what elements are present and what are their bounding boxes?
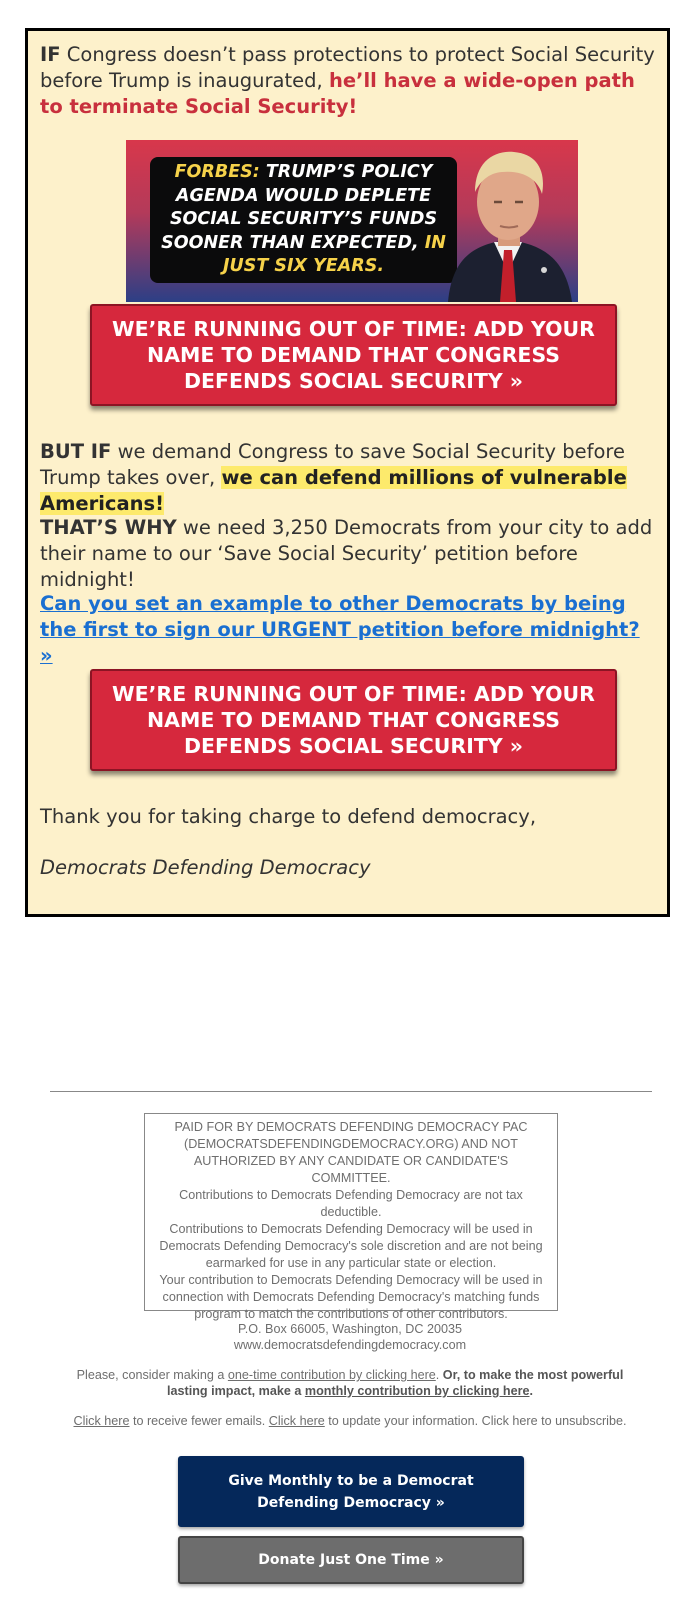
email-body [25, 28, 670, 917]
intro-paragraph [40, 42, 655, 120]
intro-text: Congress doesn’t pass protections to protect Social Security before Trump is inaugurated, [40, 43, 655, 92]
fewer-emails-link[interactable]: Click here [73, 1414, 130, 1428]
donate-one-time-button[interactable]: Donate Just One Time » [178, 1536, 524, 1584]
but-if-paragraph [40, 439, 655, 517]
footer-divider [50, 1091, 652, 1092]
disclaimer-paid-for: PAID FOR BY DEMOCRATS DEFENDING DEMOCRACY PAC (DEMOCRATSDEFENDINGDEMOCRACY.ORG) AND NOT AUTHORIZED BY ANY CANDIDATE OR CANDIDATE'S COMMITTEE. [174, 1120, 528, 1185]
banner-headline-card [150, 157, 457, 283]
signature: Democrats Defending Democracy [40, 856, 371, 879]
intro-lead: IF [40, 43, 61, 66]
prefs-text-2: to update your information. Click here to unsubscribe. [324, 1414, 627, 1428]
disclaimer-not-deductible: Contributions to Democrats Defending Democracy are not tax deductible. [179, 1188, 523, 1219]
give-monthly-button[interactable]: Give Monthly to be a Democrat Defending Democracy » [178, 1456, 524, 1527]
intro-emphasis: he’ll have a wide-open path to terminate Social Security! [40, 69, 635, 118]
legal-disclaimer [144, 1113, 558, 1321]
contrib-pre: Please, consider making a [76, 1368, 228, 1382]
disclaimer-matching: Your contribution to Democrats Defending Democracy will be used in connection with Democrats Defending Democracy's matching funds program to match the contributions of other contributors. [159, 1273, 543, 1321]
thats-why-paragraph [40, 515, 655, 593]
but-if-highlight: we can defend millions of vulnerable Americans! [40, 466, 627, 515]
contribution-text [70, 1367, 630, 1399]
website-text: www.democratsdefendingdemocracy.com [233, 1338, 467, 1352]
one-time-contribution-link[interactable]: one-time contribution by clicking here [227, 1368, 436, 1382]
banner-source: FORBES: [174, 162, 260, 183]
but-if-text: we demand Congress to save Social Security before Trump takes over, [40, 440, 626, 489]
banner-highlight: IN JUST SIX YEARS. [223, 232, 446, 277]
portrait-image [438, 140, 578, 302]
update-info-link[interactable]: Click here [268, 1414, 325, 1428]
petition-link[interactable]: Can you set an example to other Democrats by being the first to sign our URGENT petition before midnight? » [40, 592, 640, 667]
monthly-contribution-link[interactable]: monthly contribution by clicking here [304, 1384, 530, 1398]
forbes-banner-image[interactable] [126, 140, 578, 302]
contrib-mid: . [435, 1368, 443, 1382]
email-preferences [30, 1413, 670, 1429]
contrib-bold: Or, to make the most powerful lasting impact, make a [167, 1368, 624, 1398]
banner-headline-text: TRUMP’S POLICY AGENDA WOULD DEPLETE SOCIAL SECURITY’S FUNDS SOONER THAN EXPECTED, [161, 162, 438, 253]
thats-why-text: we need 3,250 Democrats from your city to add their name to our ‘Save Social Security’ petition before midnight! [40, 516, 653, 591]
but-if-lead: BUT IF [40, 440, 112, 463]
closing-text: Thank you for taking charge to defend democracy, [40, 805, 537, 828]
prefs-text-1: to receive fewer emails. [129, 1414, 269, 1428]
thats-why-lead: THAT’S WHY [40, 516, 177, 539]
disclaimer-discretion: Contributions to Democrats Defending Democracy will be used in Democrats Defending Democracy's sole discretion and are not being earmarked for use in any particular state or election. [159, 1222, 543, 1270]
postal-address: P.O. Box 66005, Washington, DC 20035 [237, 1322, 463, 1336]
contrib-end: . [529, 1384, 533, 1398]
banner-headline [150, 161, 457, 279]
add-name-button-bottom[interactable]: WE’RE RUNNING OUT OF TIME: ADD YOUR NAME TO DEMAND THAT CONGRESS DEFENDS SOCIAL SECURITY » [90, 669, 617, 771]
add-name-button-top[interactable]: WE’RE RUNNING OUT OF TIME: ADD YOUR NAME TO DEMAND THAT CONGRESS DEFENDS SOCIAL SECURITY » [90, 304, 617, 406]
petition-link-paragraph [40, 591, 655, 669]
